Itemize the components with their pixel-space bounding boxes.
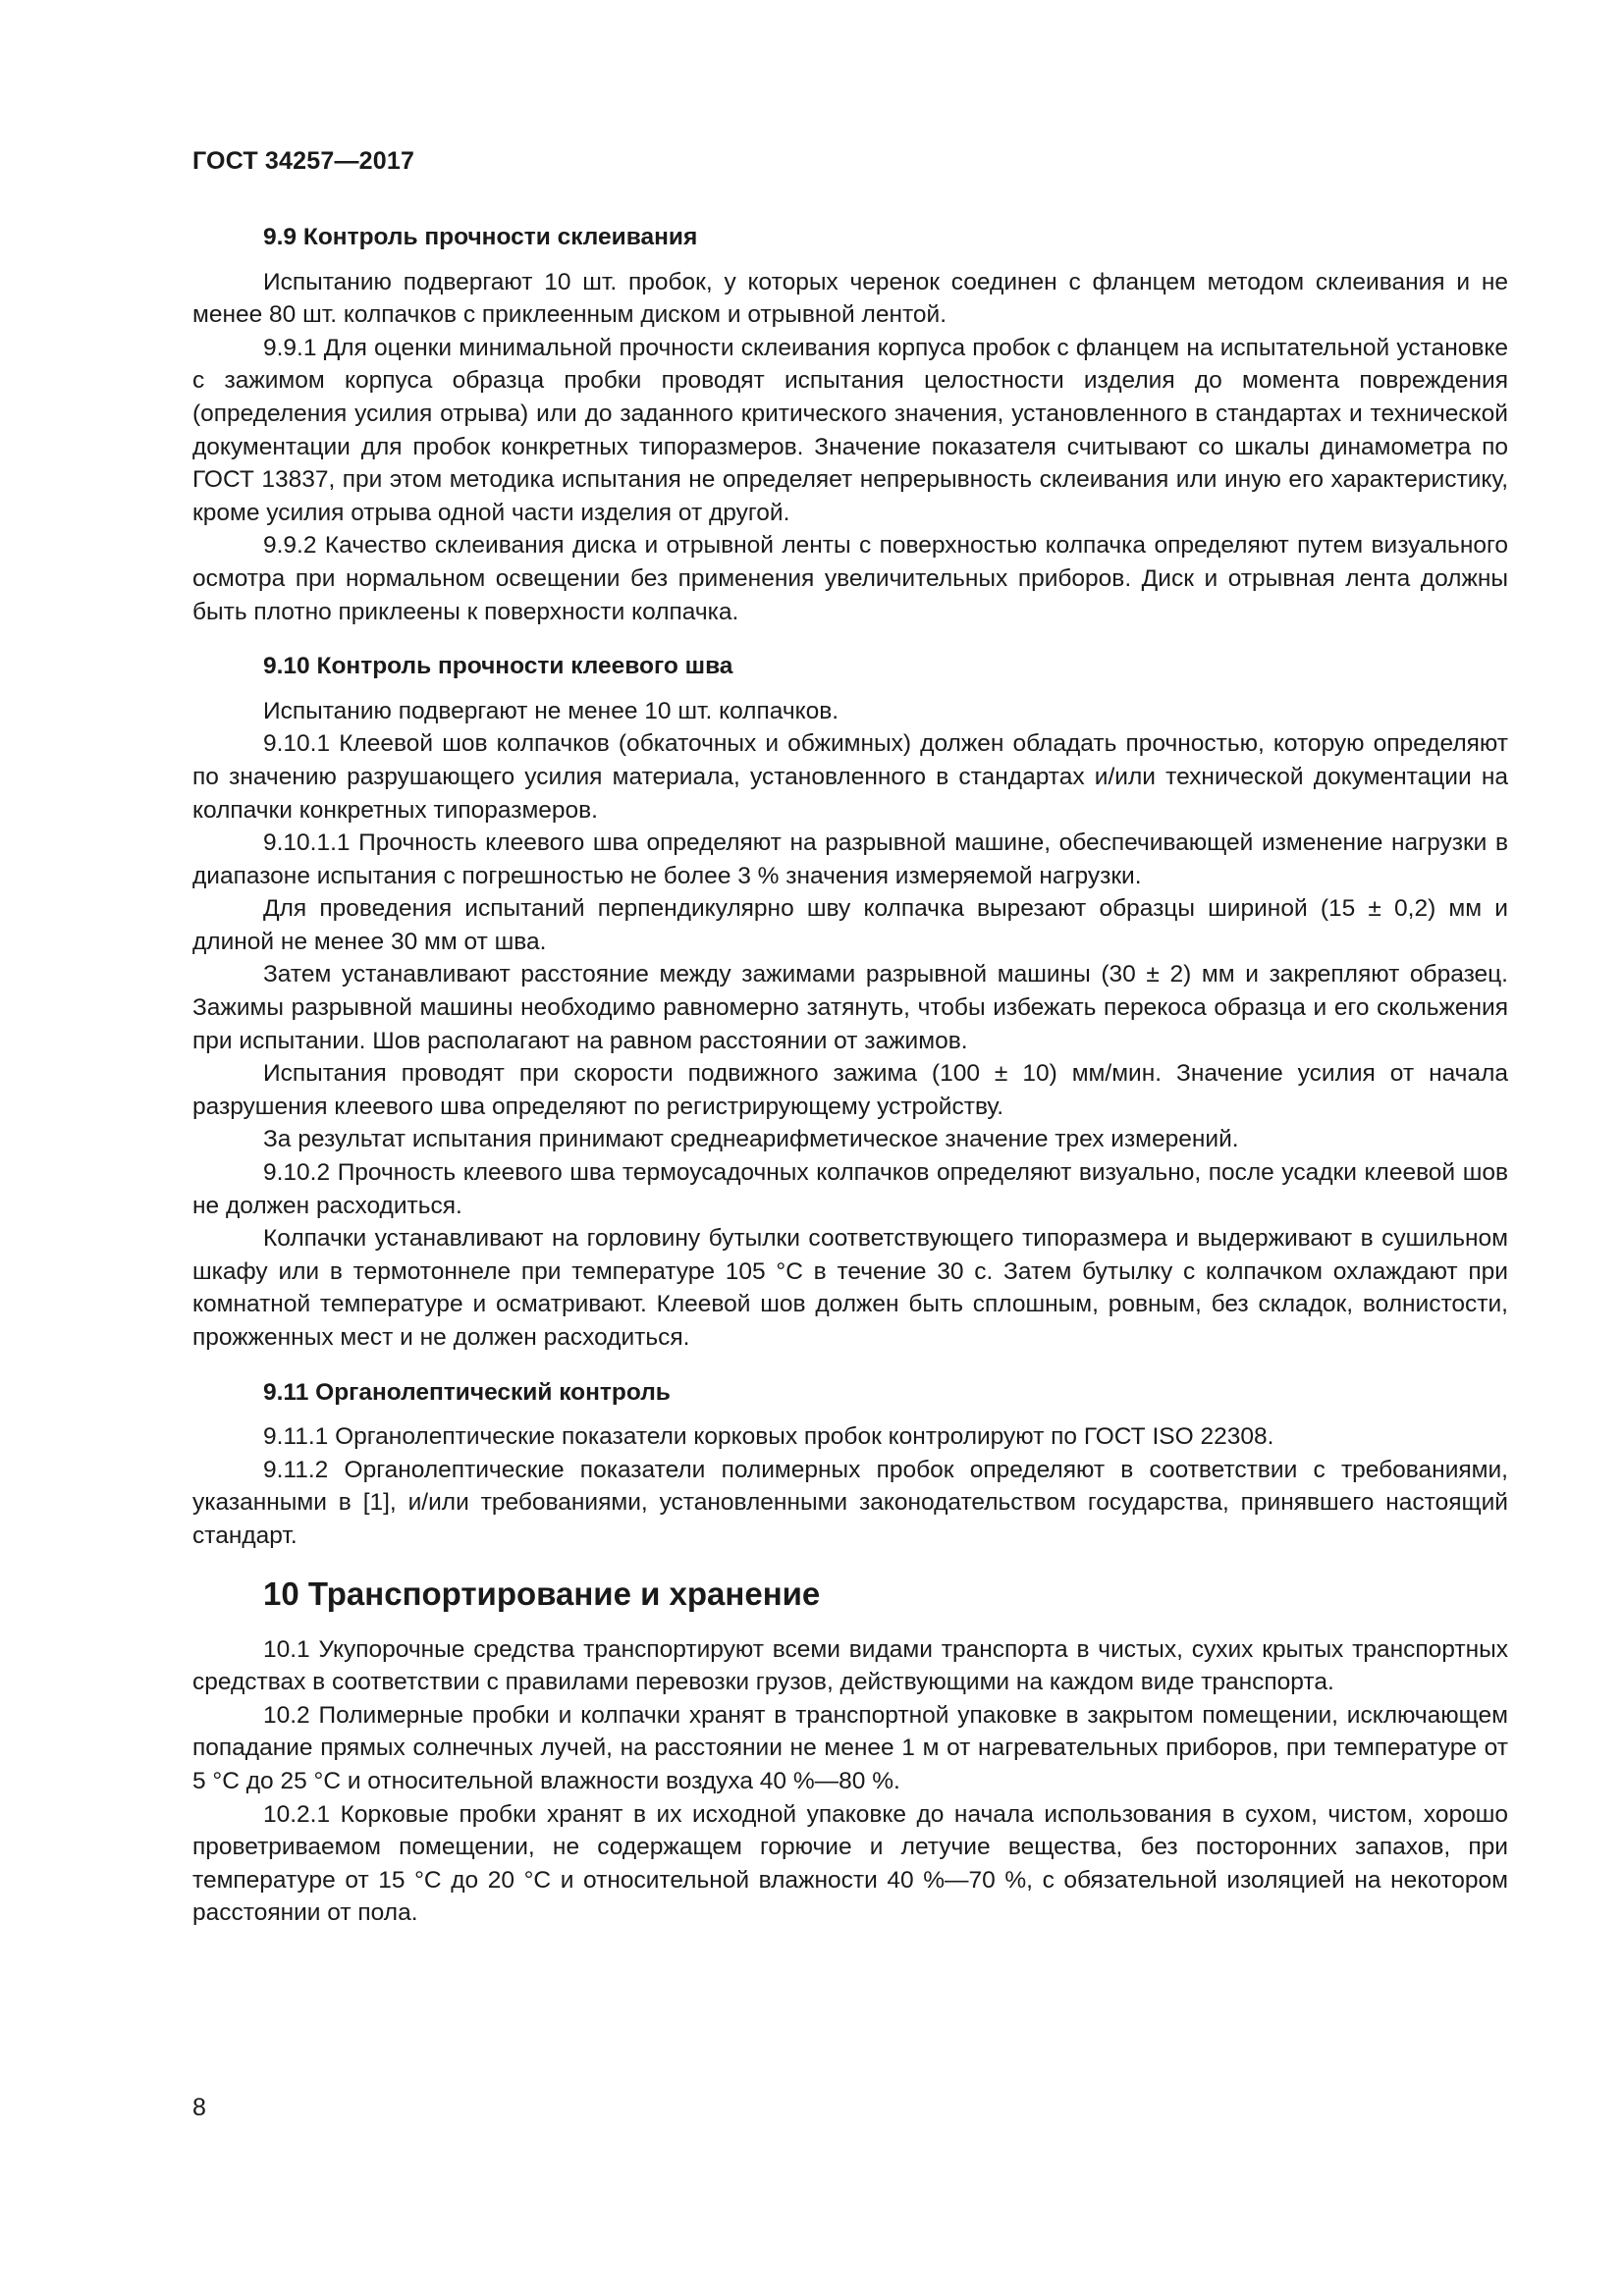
- paragraph: 9.10.1 Клеевой шов колпачков (обкаточных и обжимных) должен обладать прочностью, которую определяют по значению разрушающего усилия материала, установленного в стандартах и/или технической документации на колпачки конкретных типоразмеров.: [192, 730, 1508, 824]
- paragraph: 10.1 Укупорочные средства транспортируют всеми видами транспорта в чистых, сухих крытых транспортных средствах в соответствии с правилами перевозки грузов, действующими на каждом виде транспорта.: [192, 1635, 1508, 1696]
- paragraph: Колпачки устанавливают на горловину бутылки соответствующего типоразмера и выдерживают в сушильном шкафу или в термотоннеле при температуре 105 °С в течение 30 с. Затем бутылку с колпачком охлаждают при комнатной температуре и осматривают. Клеевой шов должен быть сплошным, ровным, без складок, волнистости, прожженных мест и не должен расходиться.: [192, 1225, 1508, 1351]
- paragraph: 9.11.1 Органолептические показатели корковых пробок контролируют по ГОСТ ISO 22308.: [263, 1423, 1274, 1451]
- document-body: [192, 221, 1508, 1930]
- paragraph: 9.9.2 Качество склеивания диска и отрывной ленты с поверхностью колпачка определяют путем визуального осмотра при нормальном освещении без применения увеличительных приборов. Диск и отрывная лента должны быть плотно приклеены к поверхности колпачка.: [192, 532, 1508, 625]
- document-header: ГОСТ 34257—2017: [192, 147, 415, 175]
- paragraph: Испытанию подвергают 10 шт. пробок, у которых черенок соединен с фланцем методом склеивания и не менее 80 шт. колпачков с приклеенным диском и отрывной лентой.: [192, 268, 1508, 329]
- paragraph: 9.10.2 Прочность клеевого шва термоусадочных колпачков определяют визуально, после усадки клеевой шов не должен расходиться.: [192, 1159, 1508, 1219]
- paragraph: Испытанию подвергают не менее 10 шт. колпачков.: [263, 697, 839, 724]
- paragraph: За результат испытания принимают среднеарифметическое значение трех измерений.: [263, 1126, 1239, 1153]
- paragraph: 9.9.1 Для оценки минимальной прочности склеивания корпуса пробок с фланцем на испытательной установке с зажимом корпуса образца пробки проводят испытания целостности изделия до момента повреждения (определения усилия отрыва) или до заданного критического значения, установленного в стандартах и технической документации для пробок конкретных типоразмеров. Значение показателя считывают со шкалы динамометра по ГОСТ 13837, при этом методика испытания не определяет непрерывность склеивания или иную его характеристику, кроме усилия отрыва одной части изделия от другой.: [192, 334, 1508, 526]
- paragraph: 9.10.1.1 Прочность клеевого шва определяют на разрывной машине, обеспечивающей изменение нагрузки в диапазоне испытания с погрешностью не более 3 % значения измеряемой нагрузки.: [192, 829, 1508, 889]
- paragraph: 10.2 Полимерные пробки и колпачки хранят в транспортной упаковке в закрытом помещении, исключающем попадание прямых солнечных лучей, на расстоянии не менее 1 м от нагревательных приборов, при температуре от 5 °С до 25 °С и относительной влажности воздуха 40 %—80 %.: [192, 1701, 1508, 1794]
- section-title-9-11: 9.11 Органолептический контроль: [263, 1378, 671, 1406]
- paragraph: 9.11.2 Органолептические показатели полимерных пробок определяют в соответствии с требованиями, указанными в [1], и/или требованиями, установленными законодательством государства, принявшего настоящий стандарт.: [192, 1456, 1508, 1549]
- paragraph: Испытания проводят при скорости подвижного зажима (100 ± 10) мм/мин. Значение усилия от начала разрушения клеевого шва определяют по регистрирующему устройству.: [192, 1060, 1508, 1120]
- chapter-title-10: 10 Транспортирование и хранение: [263, 1575, 821, 1612]
- page-number: 8: [192, 2094, 206, 2121]
- section-title-9-9: 9.9 Контроль прочности склеивания: [263, 224, 698, 250]
- paragraph: Затем устанавливают расстояние между зажимами разрывной машины (30 ± 2) мм и закрепляют образец. Зажимы разрывной машины необходимо равномерно затянуть, чтобы избежать перекоса образца и его скольжения при испытании. Шов располагают на равном расстоянии от зажимов.: [192, 961, 1508, 1054]
- section-title-9-10: 9.10 Контроль прочности клеевого шва: [263, 653, 733, 680]
- paragraph: 10.2.1 Корковые пробки хранят в их исходной упаковке до начала использования в сухом, чистом, хорошо проветриваемом помещении, не содержащем горючие и летучие вещества, без посторонних запахов, при температуре от 15 °С до 20 °С и относительной влажности 40 %—70 %, с обязательной изоляцией на некотором расстоянии от пола.: [192, 1800, 1508, 1927]
- paragraph: Для проведения испытаний перпендикулярно шву колпачка вырезают образцы шириной (15 ± 0,2) мм и длиной не менее 30 мм от шва.: [192, 895, 1508, 955]
